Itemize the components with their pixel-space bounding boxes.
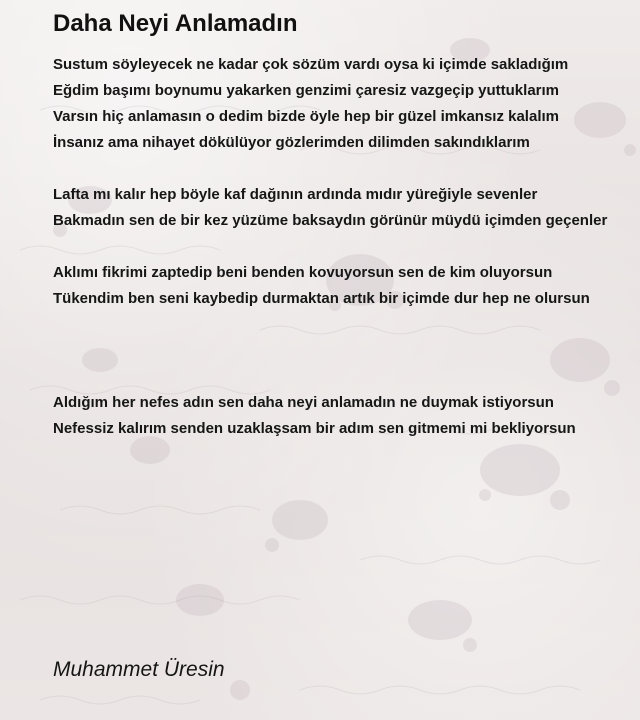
stanza-4: [53, 390, 640, 442]
stanza-gap: [53, 234, 640, 260]
poem-line: Eğdim başımı boynumu yakarken genzimi çaresiz vazgeçip yuttuklarım: [53, 82, 560, 99]
poem-line: Bakmadın sen de bir kez yüzüme baksaydın görünür müydü içimden geçenler: [53, 212, 608, 229]
poem-line: Tükendim ben seni kaybedip durmaktan artık bir içimde dur hep ne olursun: [53, 290, 590, 307]
poem-line: Nefessiz kalırım senden uzaklaşsam bir adım sen gitmemi mi bekliyorsun: [53, 420, 576, 437]
poem-author: Muhammet Üresin: [53, 658, 225, 681]
poem-line: İnsanız ama nihayet dökülüyor gözlerimden dilimden sakındıklarım: [53, 134, 530, 151]
poem-body: [53, 52, 640, 442]
poem-line: Lafta mı kalır hep böyle kaf dağının ardında mıdır yüreğiyle sevenler: [53, 186, 538, 203]
poem-line: Aklımı fikrimi zaptedip beni benden kovuyorsun sen de kim oluyorsun: [53, 264, 553, 281]
stanza-gap: [53, 156, 640, 182]
poem-title: Daha Neyi Anlamadın: [53, 10, 298, 37]
stanza-3: [53, 260, 640, 312]
poem-line: Sustum söyleyecek ne kadar çok sözüm vardı oysa ki içimde sakladığım: [53, 56, 569, 73]
poem-line: Varsın hiç anlamasın o dedim bizde öyle hep bir güzel imkansız kalalım: [53, 108, 559, 125]
stanza-1: [53, 52, 640, 156]
poem-line: Aldığım her nefes adın sen daha neyi anlamadın ne duymak istiyorsun: [53, 394, 554, 411]
stanza-2: [53, 182, 640, 234]
stanza-gap: [53, 312, 640, 390]
